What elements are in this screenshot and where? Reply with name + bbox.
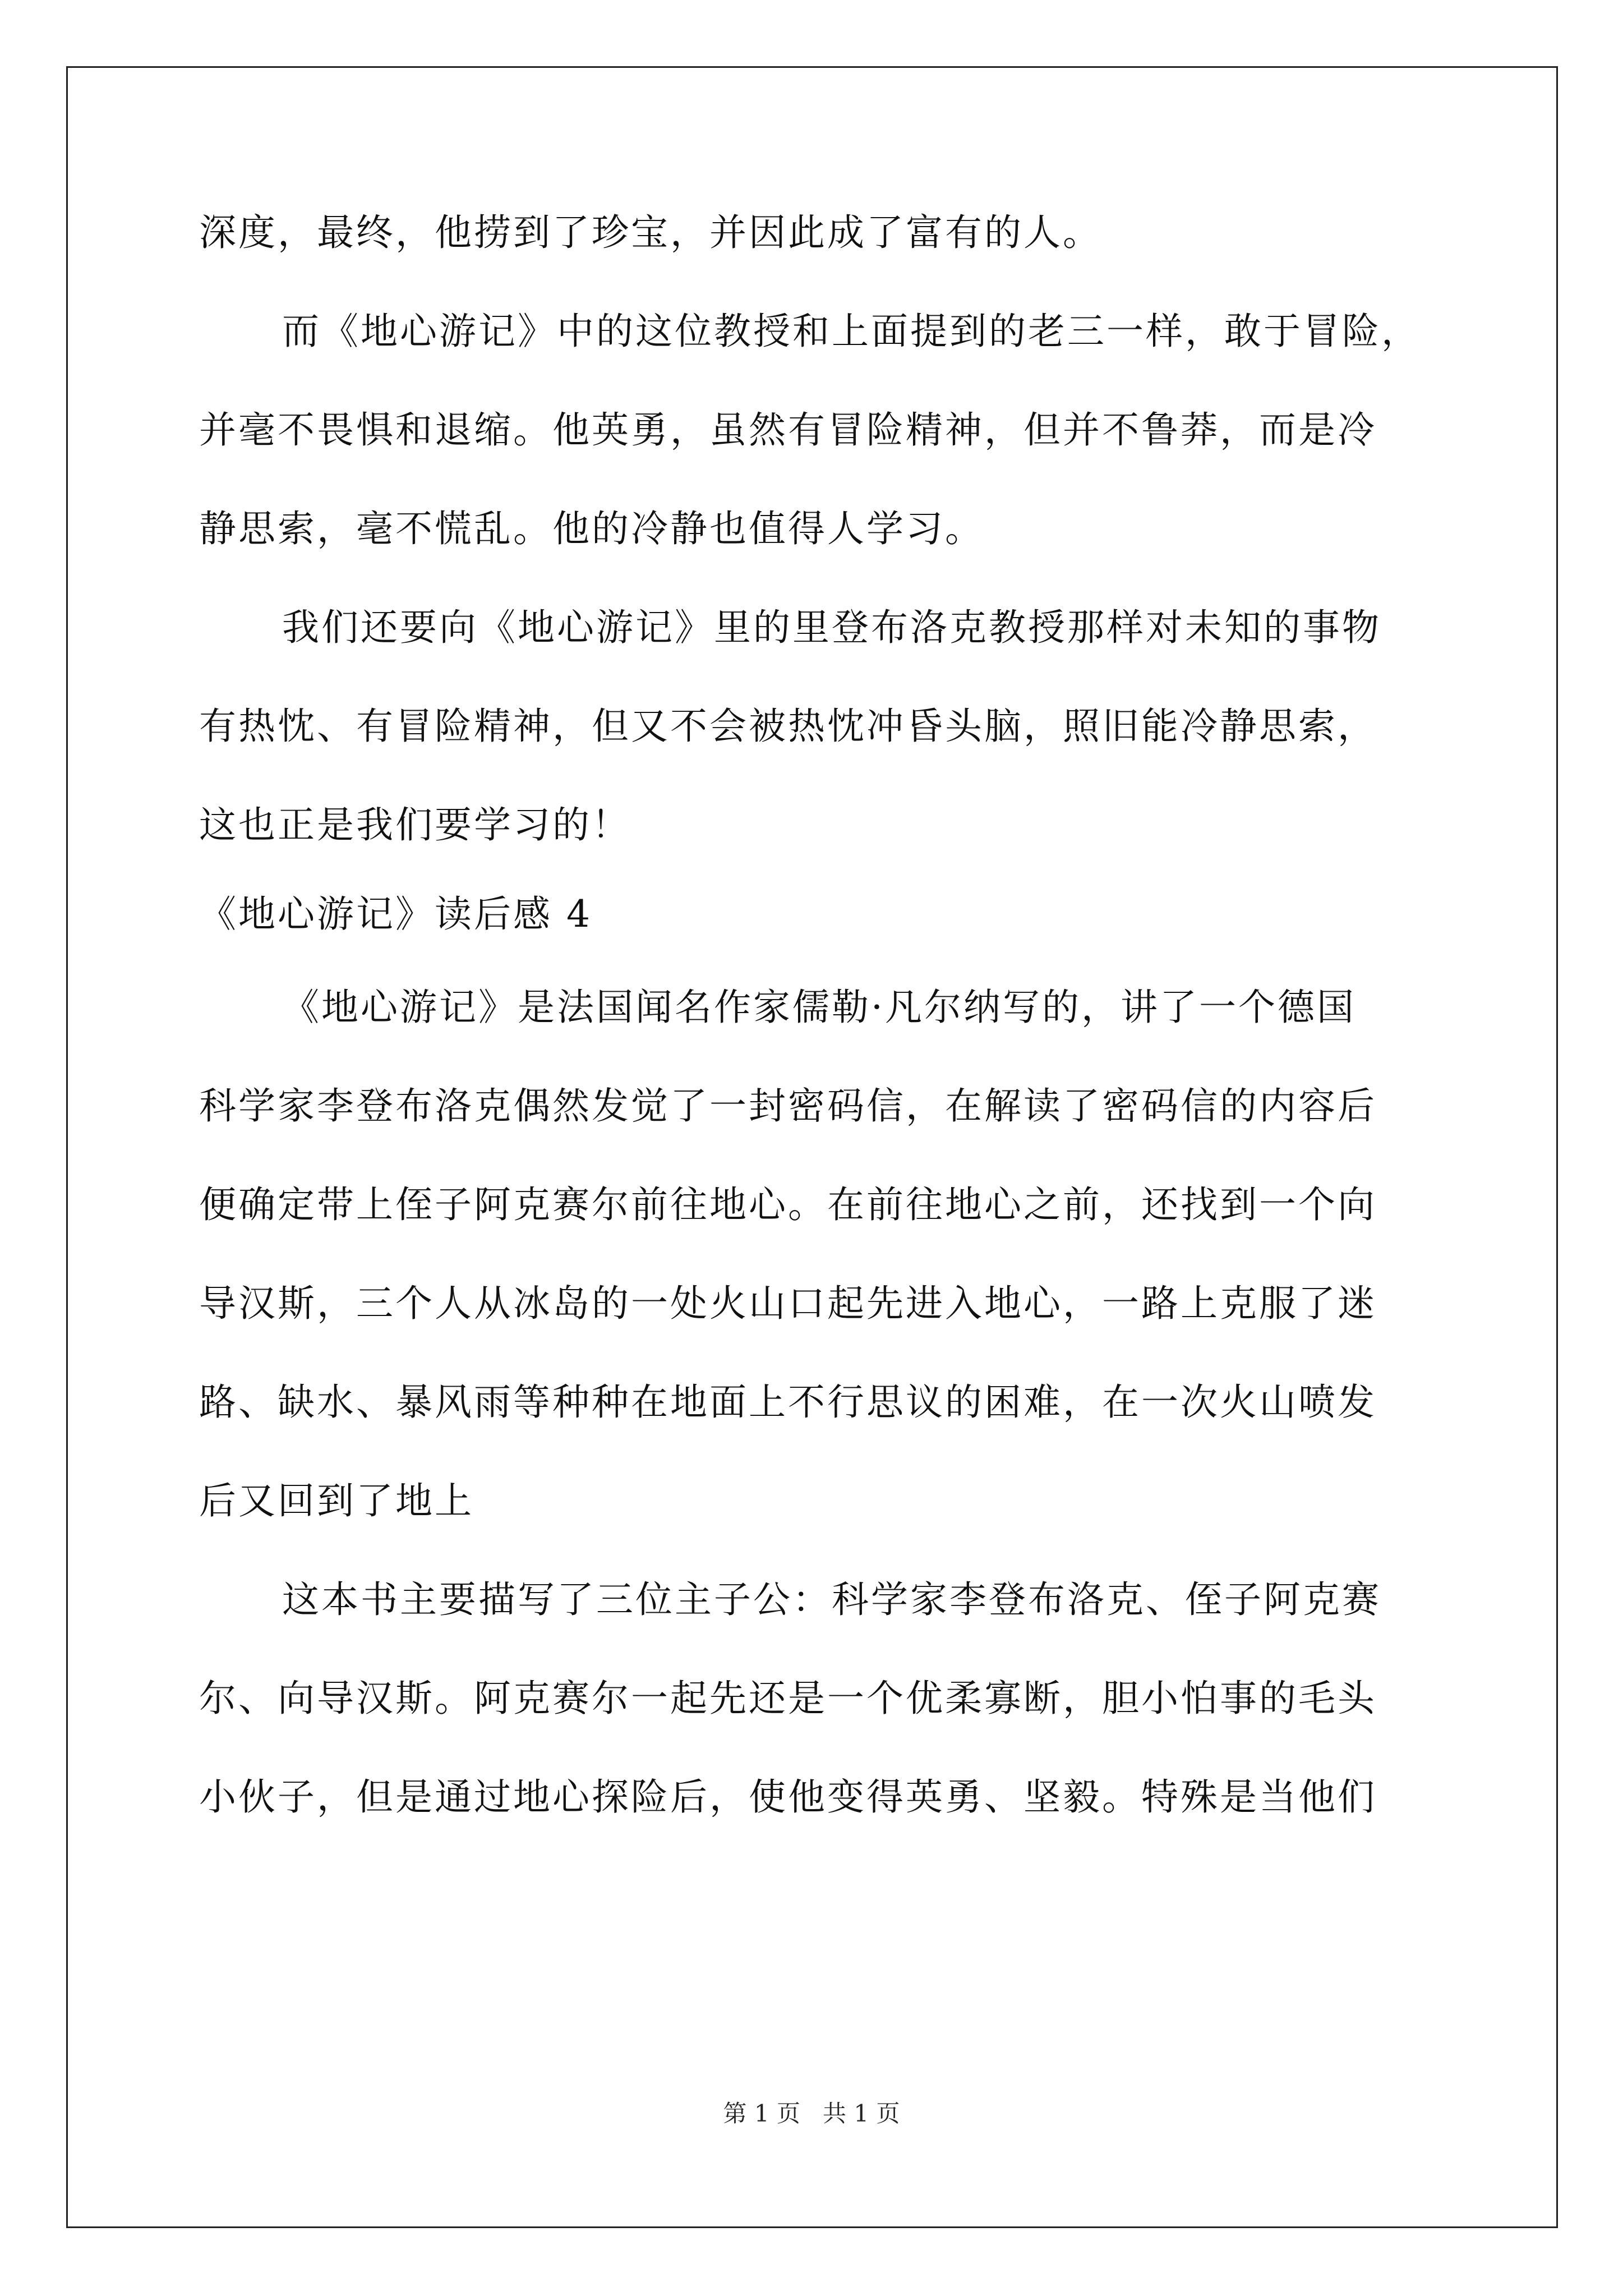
text-line: 深度，最终，他捞到了珍宝，并因此成了富有的人。 [199, 211, 1102, 254]
text-line: 路、缺水、暴风雨等种种在地面上不行思议的困难，在一次火山喷发 [199, 1381, 1377, 1424]
paragraph-start: 《地心游记》是法国闻名作家儒勒·凡尔纳写的，讲了一个德国 [282, 986, 1356, 1029]
text-line: 这也正是我们要学习的！ [199, 803, 631, 846]
text-line: 有热忱、有冒险精神，但又不会被热忱冲昏头脑，照旧能冷静思索， [199, 705, 1377, 748]
paragraph-start: 我们还要向《地心游记》里的里登布洛克教授那样对未知的事物 [282, 606, 1381, 649]
paragraph-start: 这本书主要描写了三位主子公：科学家李登布洛克、侄子阿克赛 [282, 1578, 1381, 1621]
text-line: 后又回到了地上 [199, 1479, 474, 1522]
text-line: 并毫不畏惧和退缩。他英勇，虽然有冒险精神，但并不鲁莽，而是冷 [199, 408, 1377, 452]
page-footer: 第 1 页 共 1 页 [723, 2100, 900, 2127]
text-line: 导汉斯，三个人从冰岛的一处火山口起先进入地心，一路上克服了迷 [199, 1282, 1377, 1325]
section-heading: 《地心游记》读后感 4 [199, 892, 592, 936]
text-line: 小伙子，但是通过地心探险后，使他变得英勇、坚毅。特殊是当他们 [199, 1775, 1377, 1819]
text-line: 科学家李登布洛克偶然发觉了一封密码信，在解读了密码信的内容后 [199, 1084, 1377, 1128]
text-line: 静思索，毫不慌乱。他的冷静也值得人学习。 [199, 507, 984, 550]
text-line: 尔、向导汉斯。阿克赛尔一起先还是一个优柔寡断，胆小怕事的毛头 [199, 1677, 1377, 1720]
text-line: 便确定带上侄子阿克赛尔前往地心。在前往地心之前，还找到一个向 [199, 1183, 1377, 1226]
paragraph-start: 而《地心游记》中的这位教授和上面提到的老三一样，敢于冒险， [282, 310, 1421, 353]
page-border [66, 66, 1558, 2228]
